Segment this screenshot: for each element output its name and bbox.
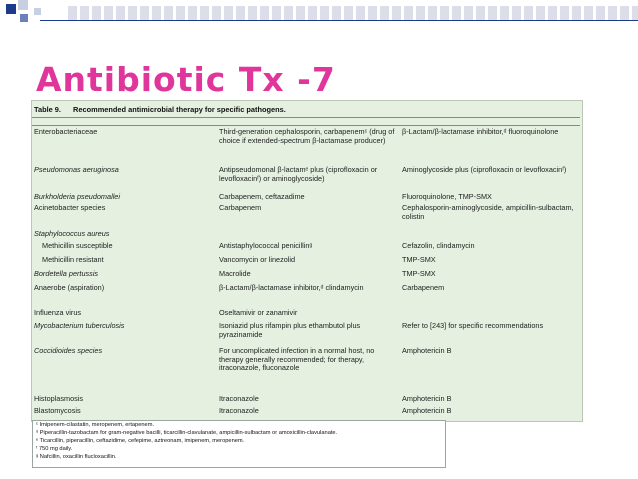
- first-line-cell: Antipseudomonal β-lactamᵉ plus (ciprofloxacin or levofloxacinᶠ) or aminoglycoside): [219, 165, 378, 183]
- pathogen-cell: Pseudomonas aeruginosa: [34, 165, 119, 174]
- first-line-cell: Vancomycin or linezolid: [219, 255, 296, 264]
- first-line-cell: Carbapenem, ceftazadime: [219, 192, 305, 201]
- footnote: ᵉ Ticarcillin, piperacillin, ceftazidime, cefepime, aztreonam, imipenem, meropenem.: [36, 438, 245, 444]
- table-header-rule: [32, 125, 580, 126]
- first-line-cell: Macrolide: [219, 269, 251, 278]
- alternative-cell: Amphotericin B: [402, 394, 452, 403]
- pathogen-cell: Histoplasmosis: [34, 394, 84, 403]
- slide-title: Antibiotic Tx -7: [36, 60, 336, 99]
- decor-stripes: [68, 6, 638, 20]
- decor-square-mid: [20, 14, 28, 22]
- decor-square-small: [34, 8, 41, 15]
- table-caption: [34, 105, 286, 114]
- first-line-cell: Itraconazole: [219, 394, 259, 403]
- alternative-cell: Carbapenem: [402, 283, 445, 292]
- first-line-cell: Antistaphylococcal penicillinᵍ: [219, 241, 313, 250]
- first-line-cell: Oseltamivir or zanamivir: [219, 308, 298, 317]
- footnote: ᵍ Nafcillin, oxacillin flucloxacillin.: [36, 454, 117, 460]
- pathogen-cell: Burkholderia pseudomallei: [34, 192, 120, 201]
- pathogen-cell: Mycobacterium tuberculosis: [34, 321, 125, 330]
- pathogen-cell: Anaerobe (aspiration): [34, 283, 105, 292]
- pathogen-cell: Bordetella pertussis: [34, 269, 99, 278]
- header-rule: [40, 20, 638, 21]
- footnote: ᶜ Imipenem-cilastatin, meropenem, ertapenem.: [36, 422, 155, 428]
- slide-header-decoration: [0, 0, 638, 20]
- table-top-rule: [32, 117, 580, 118]
- pathogen-cell: Methicillin susceptible: [42, 241, 113, 250]
- alternative-cell: Refer to [243] for specific recommendations: [402, 321, 544, 330]
- decor-square-light: [18, 0, 28, 10]
- footnote: ᵈ Piperacillin-tazobactam for gram-negative bacilli, ticarcillin-clavulanate, ampicillin-sulbactam or amoxicillin-clavulanate.: [36, 430, 338, 436]
- alternative-cell: TMP-SMX: [402, 255, 436, 264]
- table-label: Table 9.: [34, 105, 61, 114]
- first-line-cell: Third-generation cephalosporin, carbapenemᶜ (drug of choice if extended-spectrum β-lactamase producer): [219, 127, 395, 145]
- alternative-cell: Amphotericin B: [402, 346, 452, 355]
- pathogen-cell: Enterobacteriaceae: [34, 127, 98, 136]
- alternative-cell: Cefazolin, clindamycin: [402, 241, 475, 250]
- alternative-cell: Amphotericin B: [402, 406, 452, 415]
- table-caption-text: Recommended antimicrobial therapy for specific pathogens.: [73, 105, 286, 114]
- pathogen-cell: Methicillin resistant: [42, 255, 104, 264]
- pathogen-cell: Acinetobacter species: [34, 203, 106, 212]
- first-line-cell: Carbapenem: [219, 203, 262, 212]
- first-line-cell: For uncomplicated infection in a normal host, no therapy generally recommended; for therapy, itraconazole, fluconazole: [219, 346, 375, 373]
- alternative-cell: Cephalosporin-aminoglycoside, ampicillin-sulbactam, colistin: [402, 203, 574, 221]
- pathogen-cell: Blastomycosis: [34, 406, 81, 415]
- pathogen-cell: Influenza virus: [34, 308, 82, 317]
- pathogen-cell: Coccidioides species: [34, 346, 103, 355]
- alternative-cell: β-Lactam/β-lactamase inhibitor,ᵈ fluoroquinolone: [402, 127, 559, 136]
- alternative-cell: Fluoroquinolone, TMP-SMX: [402, 192, 492, 201]
- pathogen-cell: Staphylococcus aureus: [34, 229, 110, 238]
- alternative-cell: Aminoglycoside plus (ciprofloxacin or levofloxacinᶠ): [402, 165, 567, 174]
- alternative-cell: TMP-SMX: [402, 269, 436, 278]
- footnote: ᶠ 750 mg daily.: [36, 446, 73, 452]
- first-line-cell: β-Lactam/β-lactamase inhibitor,ᵈ clindamycin: [219, 283, 364, 292]
- first-line-cell: Itraconazole: [219, 406, 259, 415]
- decor-square-dark: [6, 4, 16, 14]
- first-line-cell: Isoniazid plus rifampin plus ethambutol plus pyrazinamide: [219, 321, 361, 339]
